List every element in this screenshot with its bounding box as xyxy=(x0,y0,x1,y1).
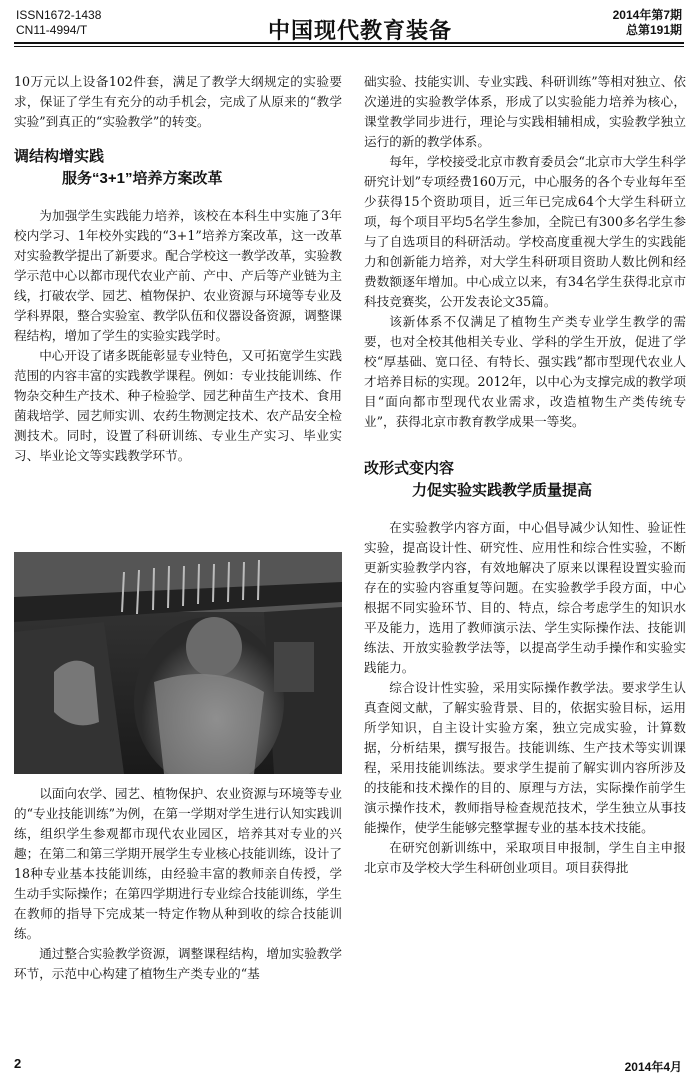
paragraph: 综合设计性实验，采用实际操作教学法。要求学生认真查阅文献，了解实验背景、目的，依据实验目标，运用所学知识，自主设计实验方案，独立完成实验，计算数据，分析结果，撰写报告。技能训练、生产技术等实训课程，采用技能训练法。要求学生提前了解实训内容所涉及的技能和技术操作的目的、原理与方法，实际操作前学生演示操作技术，教师指导检查规范技术，学生独立从事技能操作，使学生能够完整掌握专业的基本技术技能。 xyxy=(364,680,686,835)
cn-number: CN11-4994/T xyxy=(16,23,88,37)
header-rule xyxy=(14,42,684,44)
paragraph: 10万元以上设备102件套，满足了教学大纲规定的实验要求，保证了学生有充分的动手机会，完成了从原来的“教学实验”到真正的“实验教学”的转变。 xyxy=(14,74,342,129)
left-column-bottom xyxy=(14,784,342,984)
paragraph: 每年，学校接受北京市教育委员会“北京市大学生科学研究计划”专项经费160万元，中心服务的各个专业每年至少获得15个资助项目，近三年已完成64个大学生科研立项，每个项目平均5名学生参加，全院已有300多名学生参与了自选项目的科研活动。学校高度重视大学生的实践能力和创新能力培养，对大学生科研项目资助人数比例和经费数额逐年增加。中心成立以来，有34名学生获得北京市科技竞赛奖，公开发表论文35篇。 xyxy=(364,154,686,309)
right-column xyxy=(364,72,686,878)
section-heading: 改形式变内容 xyxy=(364,460,455,477)
left-column-top xyxy=(14,72,342,466)
header-rule-thin xyxy=(14,46,684,47)
section-subheading: 力促实验实践教学质量提高 xyxy=(412,482,593,499)
header-right xyxy=(613,8,682,38)
lab-photo-image xyxy=(14,552,342,774)
publication-date: 2014年4月 xyxy=(624,1060,682,1074)
issue-number: 2014年第7期 xyxy=(612,8,682,22)
section-subheading: 服务“3+1”培养方案改革 xyxy=(62,170,223,187)
issn: ISSN1672-1438 xyxy=(16,8,102,22)
section-heading: 调结构增实践 xyxy=(14,148,105,165)
paragraph: 为加强学生实践能力培养，该校在本科生中实施了3年校内学习、1年校外实践的“3+1”培养方案改革，这一改革对实验教学提出了新要求。配合学校这一教学改革，实验教学示范中心以都市现代农业产前、产中、产后等产业链为主线，打破农学、园艺、植物保护、农业资源与环境等专业及学科界限，整合实验室、教学队伍和仪器设备资源，调整课程结构，增加了学生的实验实践学时。 xyxy=(14,208,342,343)
paragraph: 通过整合实验教学资源，调整课程结构，增加实验教学环节，示范中心构建了植物生产类专业的“基 xyxy=(14,946,342,981)
total-issue: 总第191期 xyxy=(625,23,682,37)
paragraph: 以面向农学、园艺、植物保护、农业资源与环境等专业的“专业技能训练”为例，在第一学期对学生进行认知实践训练，组织学生参观都市现代农业园区，培养其对专业的兴趣；在第二和第三学期开展学生专业核心技能训练，设计了18种专业基本技能训练，由经验丰富的教师亲自传授，学生动手实际操作；在第四学期进行专业综合技能训练，学生在教师的指导下完成某一特定作物从种到收的综合技能训练。 xyxy=(14,786,342,941)
paragraph: 在研究创新训练中，采取项目申报制，学生自主申报北京市及学校大学生科研创业项目。项目获得批 xyxy=(364,840,686,875)
journal-title: 中国现代教育装备 xyxy=(267,18,452,44)
lab-photo xyxy=(14,552,342,774)
paragraph: 础实验、技能实训、专业实践、科研训练”等相对独立、依次递进的实验教学体系，形成了以实验能力培养为核心，课堂教学同步进行，理论与实践相辅相成，实验教学独立运行的新的教学体系。 xyxy=(364,74,686,149)
page-number: 2 xyxy=(14,1056,22,1071)
paragraph: 在实验教学内容方面，中心倡导减少认知性、验证性实验，提高设计性、研究性、应用性和综合性实验，不断更新实验教学内容，有效地解决了原来以课程设置实验而存在的实验内容重复等问题。在实验教学手段方面，中心根据不同实验环节、目的、特点，综合考虑学生的知识水平及能力，选用了教师演示法、学生实际操作法、技能训练法、开放实验教学法等，以提高学生动手操作和实验实践能力。 xyxy=(364,520,686,675)
paragraph: 中心开设了诸多既能彰显专业特色，又可拓宽学生实践范围的内容丰富的实践教学课程。例如：专业技能训练、作物杂交种生产技术、种子检验学、园艺种苗生产技术、食用菌栽培学、园艺师实训、农药生物测定技术、农产品安全检测技术。同时，设置了科研训练、专业生产实习、毕业实习、毕业论文等实践教学环节。 xyxy=(14,348,342,463)
paragraph: 该新体系不仅满足了植物生产类专业学生教学的需要，也对全校其他相关专业、学科的学生开放，促进了学校“厚基础、宽口径、有特长、强实践”都市型现代农业人才培养目标的实现。2012年，以中心为支撑完成的教学项目“面向都市型现代农业需求，改造植物生产类传统专业”，获得北京市教育教学成果一等奖。 xyxy=(364,314,686,429)
header-left xyxy=(16,8,101,38)
